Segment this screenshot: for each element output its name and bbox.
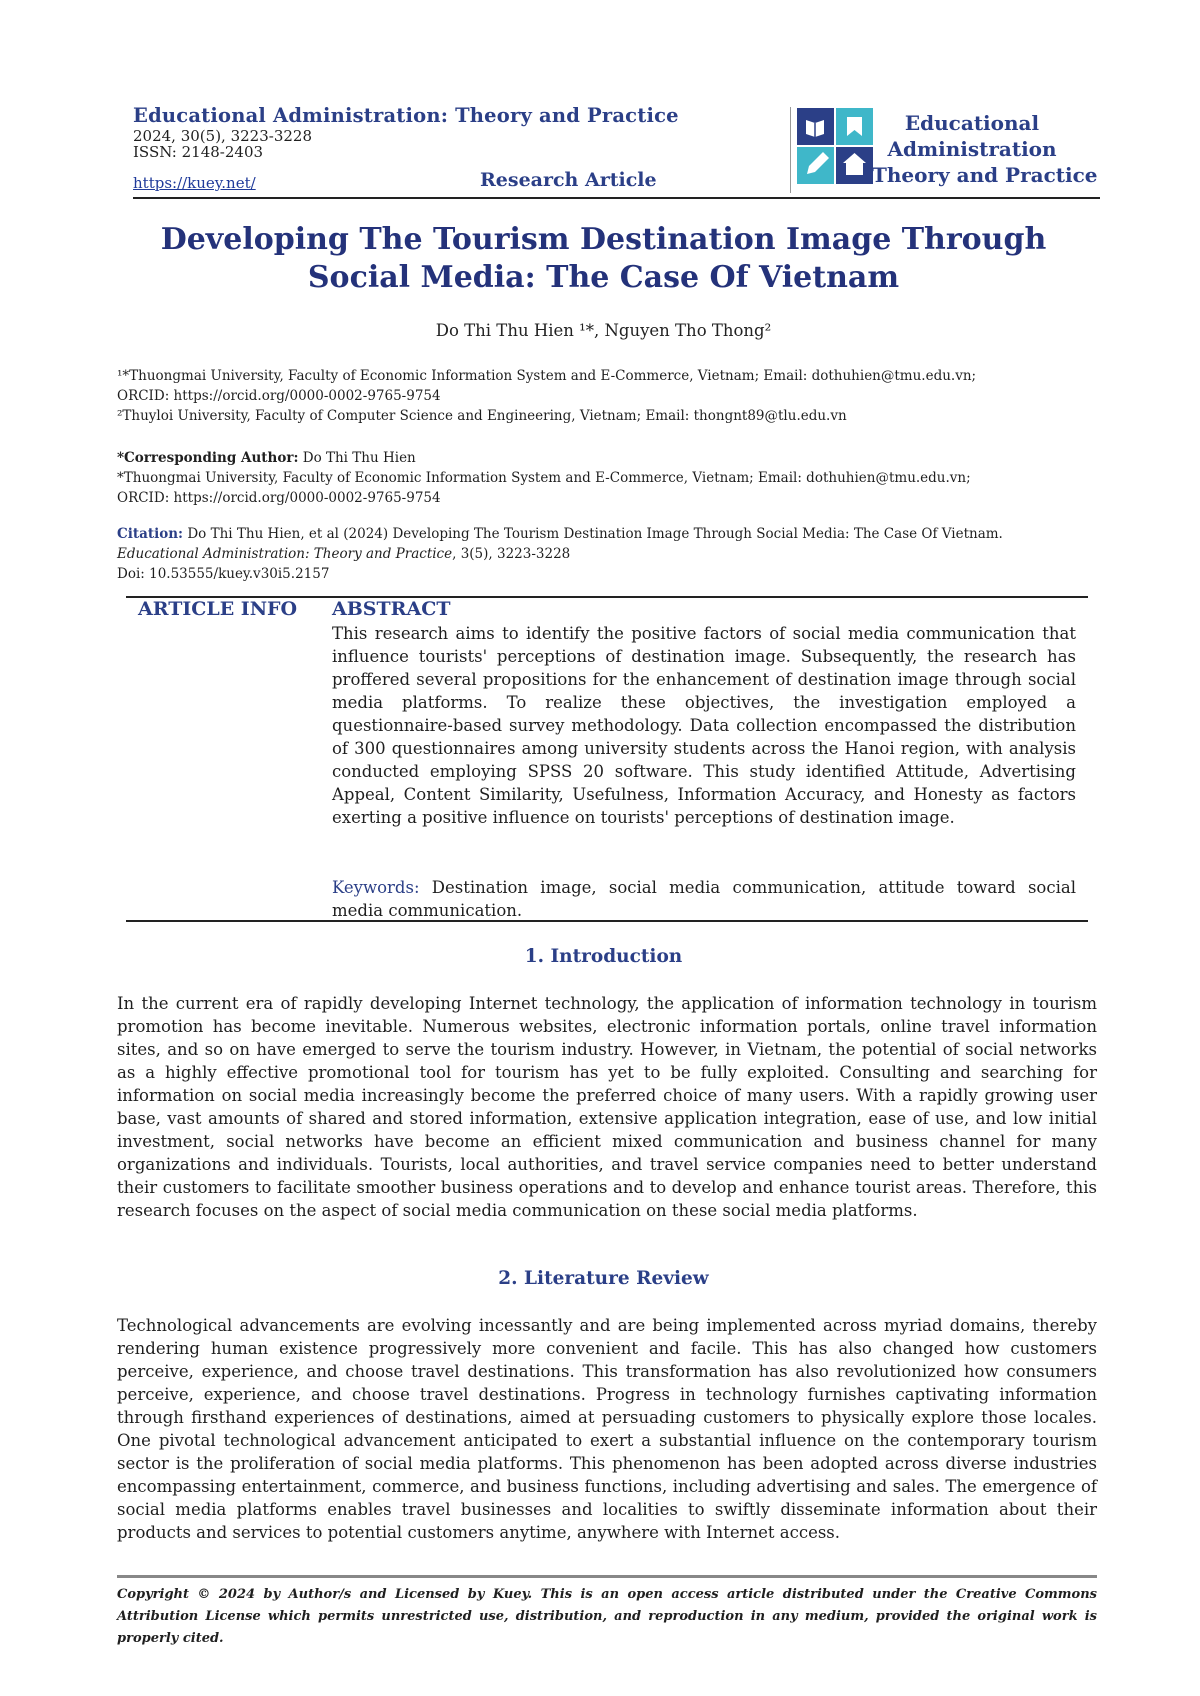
abstract-heading: ABSTRACT <box>332 598 451 620</box>
section-body-introduction: In the current era of rapidly developing Internet technology, the application of information technology in tourism promotion has become inevitable. Numerous websites, electronic information portals, online travel information sites, and so on have emerged to serve the tourism industry. However, in Vietnam, the potential of social networks as a highly effective promotional tool for tourism has yet to be fully exploited. Consulting and searching for information on social media increasingly become the preferred choice of many users. With a rapidly growing user base, vast amounts of shared and stored information, extensive application integration, ease of use, and low initial investment, social networks have become an efficient mixed communication and business channel for many organizations and individuals. Tourists, local authorities, and travel service companies need to better understand their customers to facilitate smoother business operations and to develop and enhance tourist areas. Therefore, this research focuses on the aspect of social media communication on these social media platforms. <box>117 994 1097 1220</box>
volume-line: 2024, 30(5), 3223-3228 <box>133 127 312 145</box>
corresponding-line <box>117 448 1107 468</box>
table-bottom-rule <box>126 920 1088 922</box>
affiliation-line: ¹*Thuongmai University, Faculty of Economic Information System and E-Commerce, Vietnam; Email: dothuhien@tmu.edu.vn; <box>117 368 977 384</box>
logo-text-line: Educational <box>904 111 1040 135</box>
affiliation-line: ORCID: https://orcid.org/0000-0002-9765-9754 <box>117 388 441 404</box>
logo-text-line: Administration <box>887 137 1057 161</box>
section-heading-literature-review: 2. Literature Review <box>498 1268 709 1289</box>
corresponding-name: Do Thi Thu Hien <box>298 450 416 466</box>
journal-logo-icon <box>797 108 873 184</box>
footer-rule <box>117 1575 1097 1578</box>
citation <box>117 524 1107 584</box>
section-heading-introduction: 1. Introduction <box>524 946 683 967</box>
citation-volume: , 3(5), 3223-3228 <box>452 546 571 562</box>
affiliation-line: ²Thuyloi University, Faculty of Computer Science and Engineering, Vietnam; Email: thongnt89@tlu.edu.vn <box>117 408 847 424</box>
journal-title: Educational Administration: Theory and Practice <box>133 104 679 127</box>
journal-header <box>133 104 733 160</box>
affiliations <box>117 366 1107 426</box>
section-body-literature-review: Technological advancements are evolving incessantly and are being implemented across myriad domains, thereby rendering human existence progressively more convenient and facile. This has also changed how customers perceive, experience, and choose travel destinations. This transformation has also revolutionized how consumers perceive, experience, and choose travel destinations. Progress in technology furnishes captivating information through firsthand experiences of destinations, aimed at persuading customers to physically explore those locales. One pivotal technological advancement anticipated to exert a substantial influence on the contemporary tourism sector is the proliferation of social media platforms. This phenomenon has been adopted across diverse industries encompassing entertainment, commerce, and business functions, including advertising and sales. The emergence of social media platforms enables travel businesses and localities to swiftly disseminate information about their products and services to potential customers anytime, anywhere with Internet access. <box>117 1316 1097 1542</box>
keywords <box>332 876 1076 922</box>
citation-line <box>117 544 1107 564</box>
journal-url-link[interactable]: https://kuey.net/ <box>133 174 256 192</box>
title-line: Developing The Tourism Destination Image Through <box>160 222 1047 257</box>
issn: ISSN: 2148-2403 <box>133 143 264 161</box>
corresponding-label: *Corresponding Author: <box>117 450 299 466</box>
corresponding-orcid: ORCID: https://orcid.org/0000-0002-9765-9754 <box>117 490 441 506</box>
citation-doi: Doi: 10.53555/kuey.v30i5.2157 <box>117 566 330 582</box>
logo-text-line: Theory and Practice <box>872 163 1098 187</box>
copyright-notice: Copyright © 2024 by Author/s and Licensed by Kuey. This is an open access article distributed under the Creative Commons Attribution License which permits unrestricted use, distribution, and reproduction in any medium, provided the original work is properly cited. <box>117 1587 1097 1646</box>
article-info-heading: ARTICLE INFO <box>138 598 298 620</box>
abstract-text: This research aims to identify the positive factors of social media communication that influence tourists' perceptions of destination image. Subsequently, the research has proffered several propositions for the enhancement of destination image through social media platforms. To realize these objectives, the investigation employed a questionnaire-based survey methodology. Data collection encompassed the distribution of 300 questionnaires among university students across the Hanoi region, with analysis conducted employing SPSS 20 software. This study identified Attitude, Advertising Appeal, Content Similarity, Usefulness, Information Accuracy, and Honesty as factors exerting a positive influence on tourists' perceptions of destination image. <box>332 624 1076 827</box>
keywords-label: Keywords: <box>332 878 420 897</box>
title-line: Social Media: The Case Of Vietnam <box>307 260 900 295</box>
header-divider <box>790 107 791 193</box>
citation-label: Citation: <box>117 526 184 542</box>
citation-line <box>117 524 1107 544</box>
article-type: Research Article <box>480 169 657 191</box>
keywords-text: Destination image, social media communication, attitude toward social media communication. <box>332 878 1076 920</box>
authors: Do Thi Thu Hien ¹*, Nguyen Tho Thong² <box>435 321 772 340</box>
logo-text <box>872 110 1098 188</box>
corresponding-affiliation: *Thuongmai University, Faculty of Economic Information System and E-Commerce, Vietnam; Email: dothuhien@tmu.edu.vn; <box>117 470 971 486</box>
citation-text: Do Thi Thu Hien, et al (2024) Developing The Tourism Destination Image Through Social Media: The Case Of Vietnam. <box>183 526 1003 542</box>
paper-title <box>120 221 1087 297</box>
corresponding-author <box>117 448 1107 508</box>
citation-journal: Educational Administration: Theory and Practice <box>117 546 453 562</box>
header-rule <box>133 197 1100 199</box>
